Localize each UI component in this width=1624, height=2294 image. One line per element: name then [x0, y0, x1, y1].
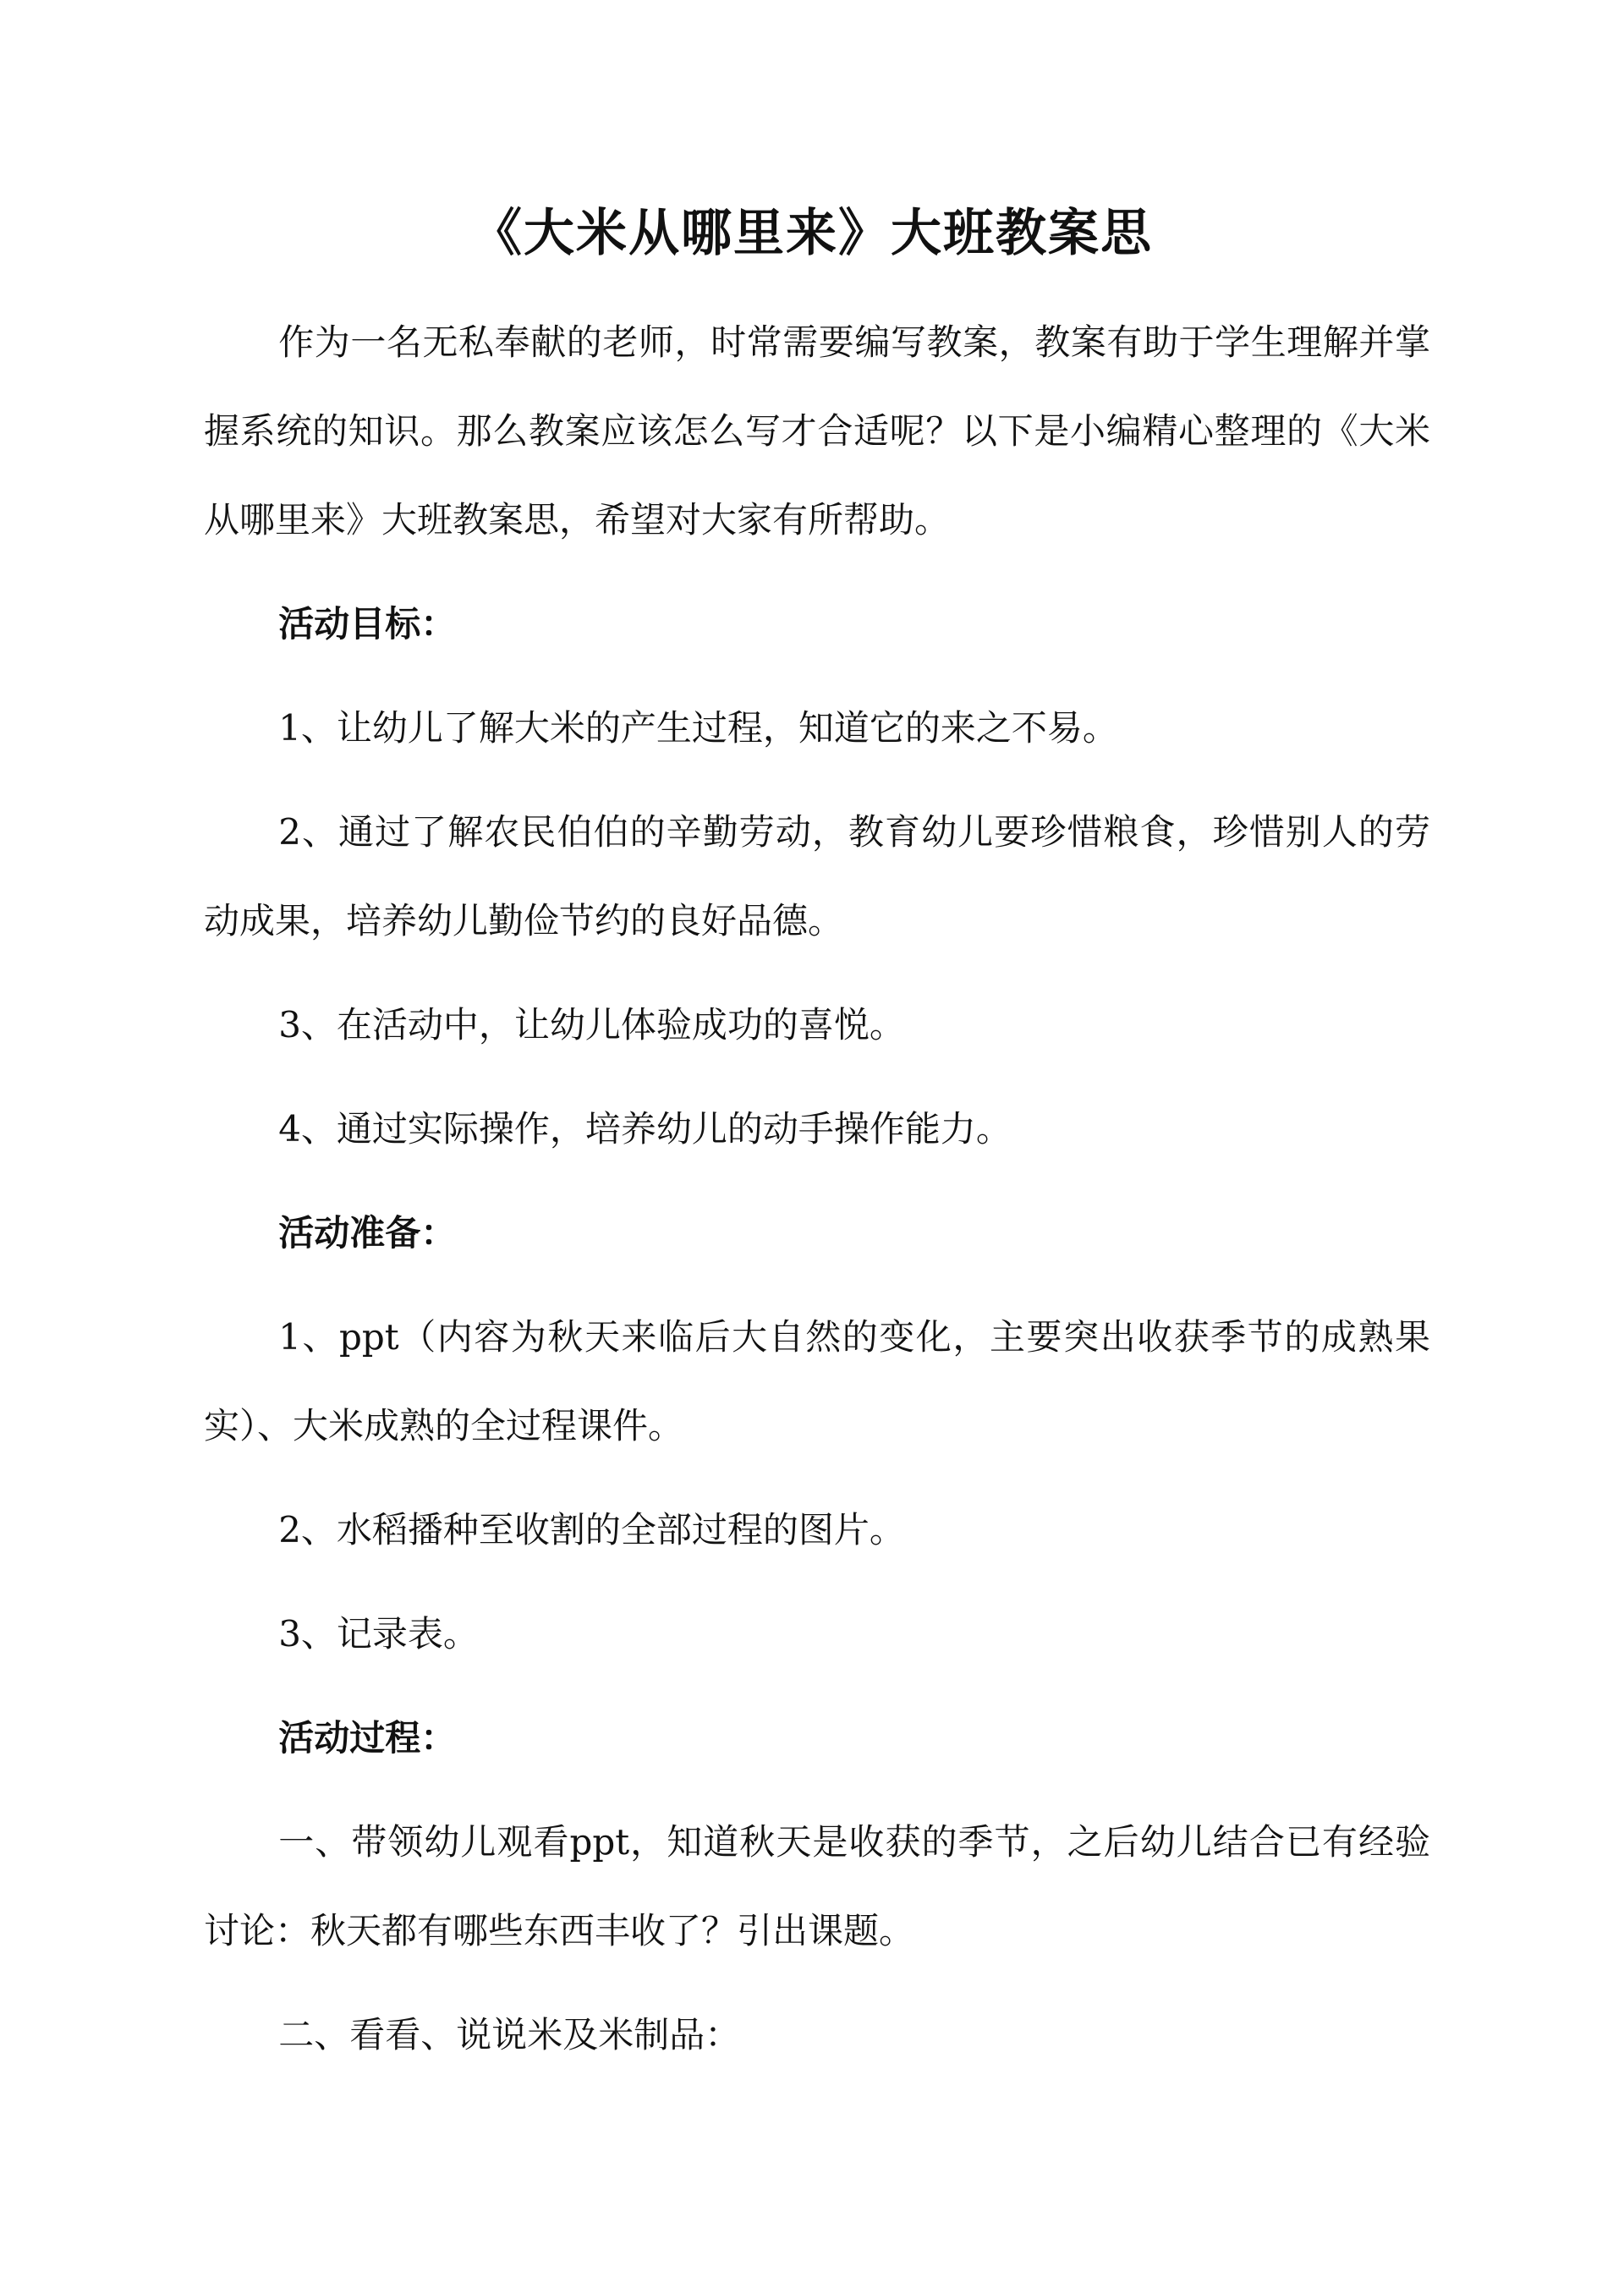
goal-item-2: 2、通过了解农民伯伯的辛勤劳动，教育幼儿要珍惜粮食，珍惜别人的劳动成果，培养幼儿勤俭节约的良好品德。 — [204, 811, 1430, 941]
section-heading-goals: 活动目标： — [278, 603, 457, 645]
process-step-2: 二、看看、说说米及米制品： — [278, 2014, 741, 2055]
section-heading-preparation: 活动准备： — [278, 1212, 457, 1254]
goal-item-1: 1、让幼儿了解大米的产生过程，知道它的来之不易。 — [278, 707, 1118, 749]
process-step-1: 一、带领幼儿观看ppt，知道秋天是收获的季节，之后幼儿结合已有经验讨论：秋天都有哪些东西丰收了？引出课题。 — [204, 1821, 1430, 1951]
document-body — [204, 298, 1430, 2094]
section-heading-process: 活动过程： — [278, 1717, 457, 1759]
preparation-item-1: 1、ppt（内容为秋天来临后大自然的变化，主要突出收获季节的成熟果实）、大米成熟的全过程课件。 — [204, 1316, 1430, 1446]
goal-item-4: 4、通过实际操作，培养幼儿的动手操作能力。 — [278, 1108, 1012, 1150]
intro-paragraph: 作为一名无私奉献的老师，时常需要编写教案，教案有助于学生理解并掌握系统的知识。那么教案应该怎么写才合适呢？以下是小编精心整理的《大米从哪里来》大班教案思，希望对大家有所帮助。 — [204, 321, 1430, 541]
document-title: 《大米从哪里来》大班教案思 — [471, 204, 1153, 263]
preparation-item-2: 2、水稻播种至收割的全部过程的图片。 — [278, 1509, 905, 1550]
preparation-item-3: 3、记录表。 — [278, 1613, 479, 1655]
goal-item-3: 3、在活动中，让幼儿体验成功的喜悦。 — [278, 1004, 905, 1045]
